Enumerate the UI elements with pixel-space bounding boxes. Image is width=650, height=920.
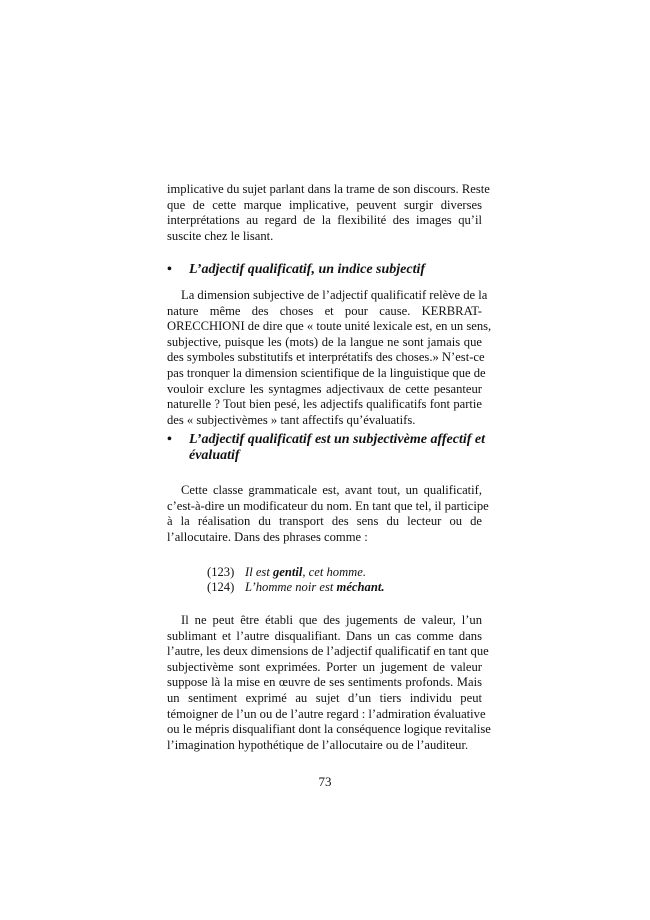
text-line: des symboles substitutifs et interprétatifs des choses.» N’est-ce	[167, 350, 485, 365]
section-heading-2	[167, 432, 486, 464]
text-line: subjective, puisque les (mots) de la langue ne sont jamais que	[167, 334, 482, 349]
example-text: , cet homme.	[302, 565, 367, 579]
text-line: suscite chez le lisant.	[167, 228, 274, 243]
text-line: interprétations au regard de la flexibilité des images qu’il	[167, 213, 482, 228]
example-123	[207, 565, 366, 581]
example-text: L’homme noir est	[245, 580, 337, 594]
heading-line: évaluatif	[189, 448, 240, 463]
page-number: 73	[318, 774, 332, 789]
text-line: des « subjectivèmes » tant affectifs qu’évaluatifs.	[167, 412, 416, 427]
text-line: à la réalisation du transport des sens du lecteur ou de	[167, 514, 482, 529]
text-line: un sentiment exprimé au sujet d’un tiers individu peut	[167, 690, 482, 705]
example-text: Il est	[245, 565, 273, 579]
heading-line: L’adjectif qualificatif est un subjectivème affectif et	[189, 432, 486, 447]
text-line: suppose là la mise en œuvre de ses sentiments profonds. Mais	[167, 675, 482, 690]
paragraph-jugements	[167, 613, 491, 753]
paragraph-intro	[167, 182, 490, 244]
text-line: pas tronquer la dimension scientifique de la linguistique que de	[167, 365, 486, 380]
text-line: La dimension subjective de l’adjectif qualificatif relève de la	[181, 288, 488, 302]
text-line: que de cette marque implicative, peuvent surgir diverses	[167, 197, 482, 212]
text-line: l’imagination hypothétique de l’allocutaire ou de l’auditeur.	[167, 737, 469, 752]
text-line: témoigner de l’un ou de l’autre regard : l’admiration évaluative	[167, 706, 486, 721]
text-line: vouloir exclure les syntagmes adjectivaux de cette pesanteur	[167, 381, 482, 396]
text-line: c’est-à-dire un modificateur du nom. En tant que tel, il participe	[167, 498, 489, 513]
text-line: naturelle ? Tout bien pesé, les adjectifs qualificatifs font partie	[167, 397, 482, 412]
text-line: ou le mépris disqualifiant dont la conséquence logique revitalise	[167, 722, 491, 737]
text-line: Il ne peut être établi que des jugements de valeur, l’un	[181, 613, 482, 627]
example-emphasis: méchant.	[336, 580, 385, 594]
example-emphasis: gentil	[272, 565, 303, 579]
text-line: l’autre, les deux dimensions de l’adjectif qualificatif en tant que	[167, 644, 489, 659]
example-number: (124)	[207, 580, 235, 594]
text-line: ORECCHIONI de dire que « toute unité lexicale est, en un sens,	[167, 319, 492, 334]
example-124	[207, 580, 384, 596]
text-line: Cette classe grammaticale est, avant tout, un qualificatif,	[181, 483, 482, 497]
text-line: nature même des choses et pour cause. KERBRAT-	[167, 303, 482, 318]
paragraph-dimension	[167, 288, 492, 428]
text-line: subjectivème sont exprimées. Porter un jugement de valeur	[167, 659, 482, 674]
section-heading-1	[167, 262, 482, 278]
example-number: (123)	[207, 565, 235, 579]
bullet-icon: •	[167, 262, 172, 277]
bullet-icon: •	[167, 432, 172, 447]
text-line: sublimant et l’autre disqualifiant. Dans un cas comme dans	[167, 628, 482, 643]
text-line: implicative du sujet parlant dans la trame de son discours. Reste	[167, 182, 490, 196]
paragraph-classe	[167, 483, 489, 545]
text-line: l’allocutaire. Dans des phrases comme :	[167, 529, 368, 544]
heading-line: L’adjectif qualificatif, un indice subjectif	[189, 262, 426, 277]
